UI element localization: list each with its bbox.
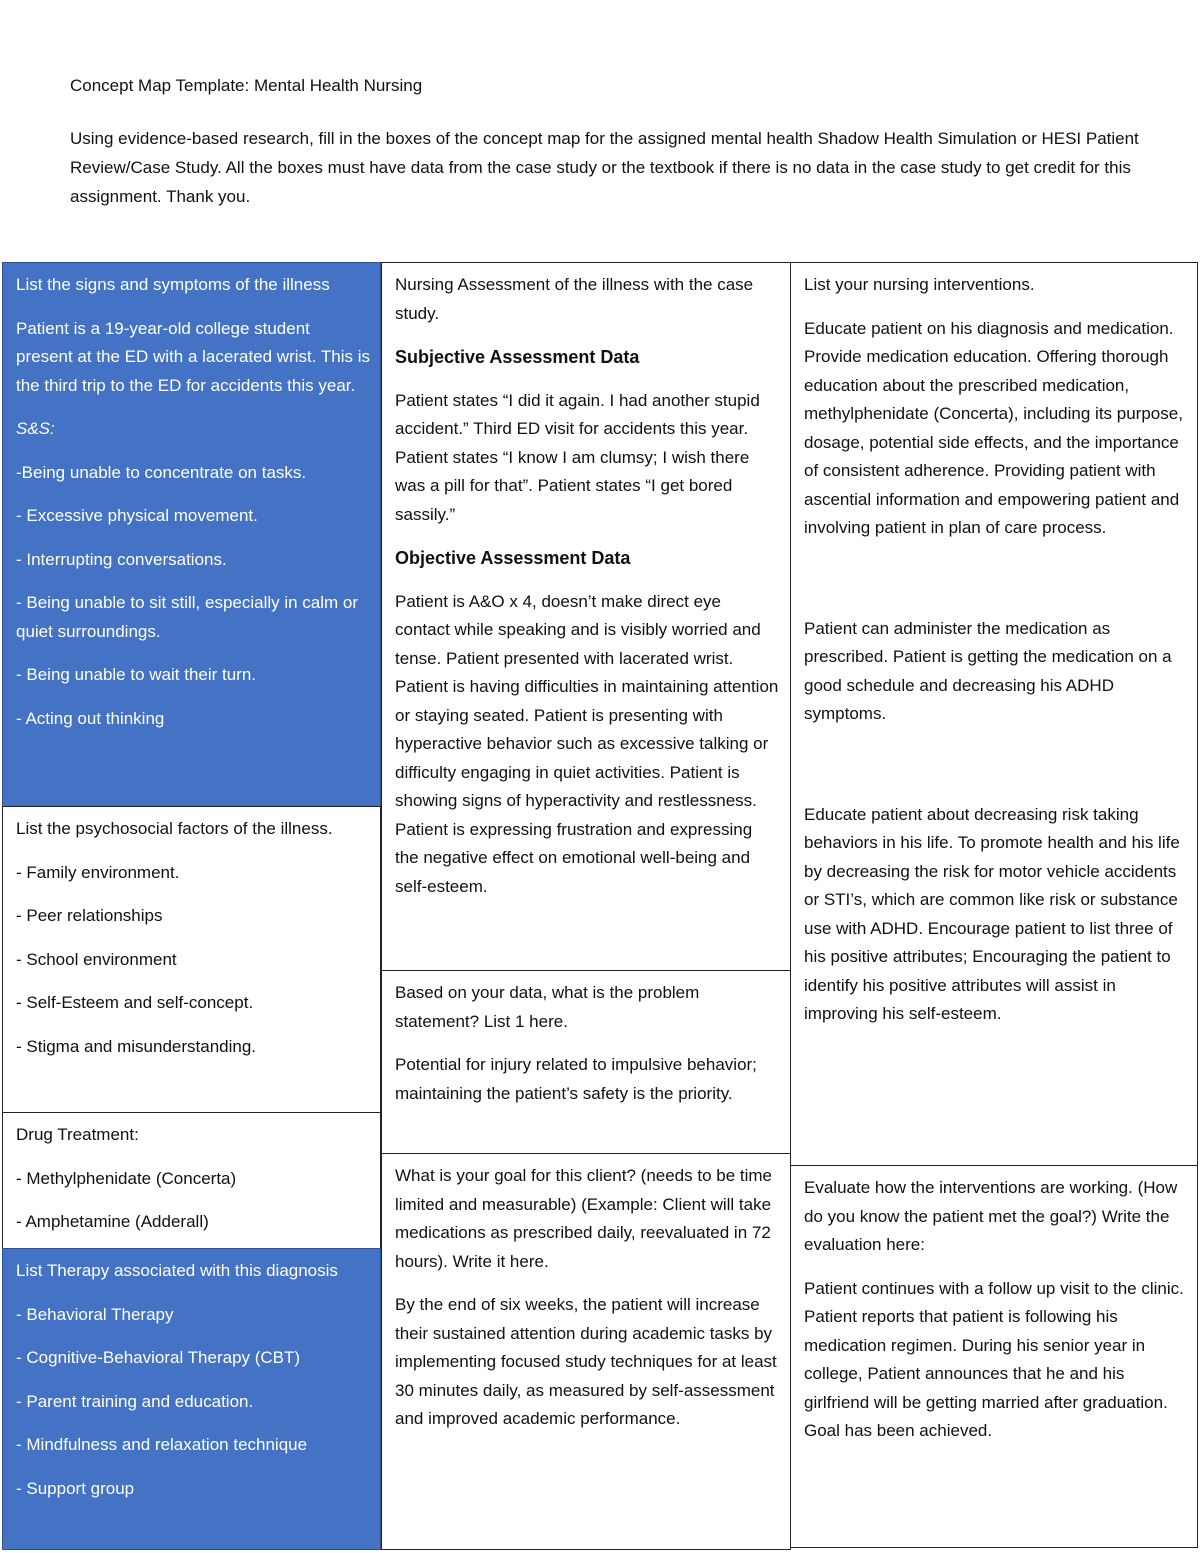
signs-symptoms-label: S&S: [16, 419, 55, 438]
signs-symptoms-box [2, 262, 381, 807]
interventions-box [790, 262, 1198, 1166]
list-item: - Acting out thinking [16, 708, 165, 728]
document-title: Concept Map Template: Mental Health Nursing [70, 76, 423, 95]
list-item: -Being unable to concentrate on tasks. [16, 462, 307, 482]
list-item: - Methylphenidate (Concerta) [16, 1168, 237, 1188]
intervention-item: Educate patient on his diagnosis and medication. Provide medication education. Offering thorough education about the prescribed medication, methylphenidate (Concerta), including its purpose, dosage, potential side effects, and the importance of consistent adherence. Providing patient with ascential information and empowering patient and involving patient in plan of care process. [804, 318, 1183, 537]
drug-treatment-heading: Drug Treatment: [16, 1125, 139, 1144]
objective-data: Patient is A&O x 4, doesn’t make direct eye contact while speaking and is visibly worried and tense. Patient presented with lacerated wrist. Patient is having difficulties in maintaining attention or staying seated. Patient is presenting with hyperactive behavior such as excessive talking or difficulty engaging in quiet activities. Patient is showing signs of hyperactivity and restlessness. Patient is expressing frustration and expressing the negative effect on emotional well-being and self-esteem. [395, 591, 779, 896]
therapy-box [2, 1248, 381, 1550]
list-item: - Interrupting conversations. [16, 549, 227, 569]
list-item: - Amphetamine (Adderall) [16, 1212, 209, 1231]
intervention-item: Patient can administer the medication as prescribed. Patient is getting the medication on a good schedule and decreasing his ADHD symptoms. [804, 618, 1172, 723]
therapy-heading: List Therapy associated with this diagnosis [16, 1261, 338, 1280]
goal-heading: What is your goal for this client? (needs to be time limited and measurable) (Example: Client will take medications as prescribed daily, reevaluated in 72 hours). Write it here. [395, 1166, 773, 1271]
goal-box [381, 1153, 791, 1550]
list-item: - Behavioral Therapy [16, 1304, 174, 1324]
evaluation-box [790, 1165, 1198, 1548]
problem-heading: Based on your data, what is the problem statement? List 1 here. [395, 983, 700, 1031]
list-item: - Peer relationships [16, 906, 163, 925]
evaluation-text: Patient continues with a follow up visit to the clinic. Patient reports that patient is following his medication regimen. During his senior year in college, Patient announces that he and his girlfriend will be getting married after graduation. Goal has been achieved. [804, 1278, 1184, 1440]
list-item: - Parent training and education. [16, 1391, 254, 1411]
interventions-heading: List your nursing interventions. [804, 275, 1035, 294]
list-item: - Self-Esteem and self-concept. [16, 993, 254, 1012]
problem-statement: Potential for injury related to impulsive behavior; maintaining the patient’s safety is the priority. [395, 1055, 757, 1103]
goal-statement: By the end of six weeks, the patient will increase their sustained attention during academic tasks by implementing focused study techniques for at least 30 minutes daily, as measured by self-assessment and improved academic performance. [395, 1295, 777, 1428]
list-item: - Stigma and misunderstanding. [16, 1036, 257, 1056]
signs-symptoms-intro: Patient is a 19-year-old college student present at the ED with a lacerated wrist. This is the third trip to the ED for accidents this year. [16, 318, 371, 395]
list-item: - Support group [16, 1478, 135, 1498]
signs-symptoms-heading: List the signs and symptoms of the illness [16, 275, 330, 294]
intervention-item: Educate patient about decreasing risk taking behaviors in his life. To promote health and his life by decreasing the risk for motor vehicle accidents or STI’s, which are common like risk or substance use with ADHD. Encourage patient to list three of his positive attributes; Encouraging the patient to identify his positive attributes will assist in improving his self-esteem. [804, 804, 1180, 1023]
problem-statement-box [381, 970, 791, 1154]
list-item: - Cognitive-Behavioral Therapy (CBT) [16, 1348, 301, 1367]
list-item: - Being unable to sit still, especially in calm or quiet surroundings. [16, 593, 359, 641]
subjective-data: Patient states “I did it again. I had another stupid accident.” Third ED visit for accidents this year. Patient states “I know I am clumsy; I wish there was a pill for that”. Patient states “I get bored sassily.” [395, 390, 760, 524]
objective-heading: Objective Assessment Data [395, 548, 631, 568]
psychosocial-box [2, 806, 381, 1113]
list-item: - Family environment. [16, 862, 180, 882]
list-item: - Mindfulness and relaxation technique [16, 1435, 308, 1454]
drug-treatment-box [2, 1112, 381, 1249]
evaluation-heading: Evaluate how the interventions are working. (How do you know the patient met the goal?) Write the evaluation here: [804, 1178, 1178, 1254]
list-item: - School environment [16, 949, 177, 969]
list-item: - Excessive physical movement. [16, 506, 258, 525]
list-item: - Being unable to wait their turn. [16, 665, 257, 684]
assessment-box [381, 262, 791, 971]
assessment-heading: Nursing Assessment of the illness with the case study. [395, 275, 754, 323]
document-instructions: Using evidence-based research, fill in the boxes of the concept map for the assigned mental health Shadow Health Simulation or HESI Patient Review/Case Study. All the boxes must have data from the case study or the textbook if there is no data in the case study to get credit for this assignment. Thank you. [70, 129, 1139, 206]
subjective-heading: Subjective Assessment Data [395, 347, 640, 367]
psychosocial-heading: List the psychosocial factors of the illness. [16, 819, 333, 838]
